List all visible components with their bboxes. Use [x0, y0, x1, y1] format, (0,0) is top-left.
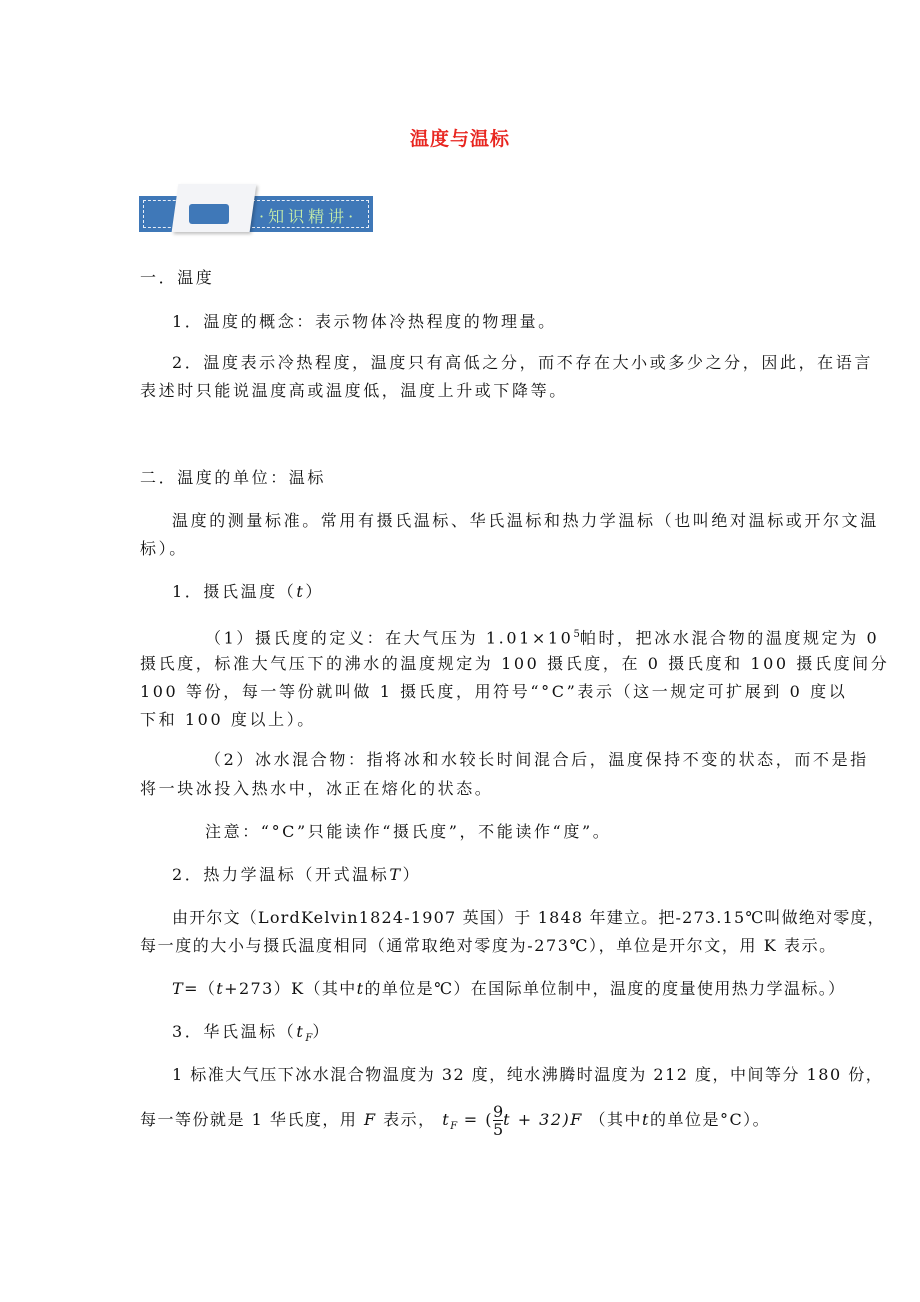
banner-label: ·知识精讲·	[259, 207, 358, 226]
section-heading: 一．温度	[140, 268, 215, 287]
symbol: t	[296, 582, 306, 601]
text: （1）摄氏度的定义：在大气压为 1.01×10	[205, 628, 574, 648]
subscript: F	[450, 1121, 458, 1133]
subheading	[172, 582, 324, 602]
text: 每一等份就是 1 华氏度，用	[140, 1110, 358, 1129]
formula-text: t + 32)F	[503, 1110, 583, 1129]
paragraph: 每一度的大小与摄氏温度相同（通常取绝对零度为-273℃），单位是开尔文，用 K 表示。	[140, 936, 837, 955]
page-title: 温度与温标	[409, 128, 510, 150]
note: 注意：“°C”只能读作“摄氏度”，不能读作“度”。	[205, 822, 612, 841]
fraction	[493, 1103, 503, 1138]
text: 3．华氏温标（	[172, 1022, 297, 1041]
paragraph: 将一块冰投入热水中，冰正在熔化的状态。	[140, 779, 494, 798]
text: 帕时，把冰水混合物的温度规定为 0	[579, 628, 880, 648]
paragraph: 1 标准大气压下冰水混合物温度为 32 度，纯水沸腾时温度为 212 度，中间等分 180 份，	[172, 1065, 884, 1084]
paragraph: 摄氏度，标准大气压下的沸水的温度规定为 100 摄氏度，在 0 摄氏度和 100 摄氏度间分	[140, 654, 890, 673]
exponent: 5	[573, 629, 580, 640]
paragraph: 下和 100 度以上）。	[140, 710, 316, 729]
subheading	[172, 1022, 331, 1049]
text: 的单位是℃）在国际单位制中，温度的度量使用热力学温标。）	[364, 979, 846, 998]
subscript: F	[305, 1033, 313, 1045]
denominator: 5	[492, 1120, 504, 1139]
text: 2．热力学温标（开式温标	[172, 865, 390, 884]
symbol: T	[172, 979, 185, 998]
subheading	[172, 865, 421, 885]
paragraph: 100 等份，每一等份就叫做 1 摄氏度，用符号“°C”表示（这一规定可扩展到 0 度以	[140, 682, 848, 701]
paragraph: 标）。	[140, 539, 188, 558]
formula-kelvin	[172, 979, 846, 999]
symbol: F	[363, 1110, 377, 1129]
text: +273）K（其中	[224, 979, 357, 998]
paragraph: 1．温度的概念：表示物体冷热程度的物理量。	[172, 312, 557, 331]
symbol: t	[296, 1022, 306, 1041]
device-icon	[189, 204, 229, 224]
numerator: 9	[492, 1102, 504, 1121]
text: ）	[312, 1022, 331, 1041]
text: = (	[457, 1110, 493, 1129]
symbol: t	[216, 979, 225, 998]
paragraph: 表述时只能说温度高或温度低，温度上升或下降等。	[140, 381, 568, 400]
paragraph: （2）冰水混合物：指将冰和水较长时间混合后，温度保持不变的状态，而不是指	[205, 750, 869, 769]
text: ）	[305, 582, 325, 601]
text: ）	[402, 865, 422, 884]
symbol: t	[642, 1110, 650, 1129]
text: 表示，	[383, 1110, 436, 1129]
paragraph: 2．温度表示冷热程度，温度只有高低之分，而不存在大小或多少之分，因此，在语言	[172, 353, 873, 372]
symbol: t	[442, 1110, 451, 1129]
section-heading: 二．温度的单位：温标	[140, 468, 327, 487]
text: =（	[184, 979, 217, 998]
formula-fahrenheit	[140, 1100, 770, 1147]
text: （其中	[589, 1110, 642, 1129]
text: 1．摄氏温度（	[172, 582, 297, 601]
symbol: T	[389, 865, 403, 884]
section-banner	[139, 196, 373, 232]
paragraph	[205, 625, 879, 648]
symbol: t	[356, 979, 365, 998]
text: 的单位是°C）。	[649, 1110, 771, 1129]
paragraph: 由开尔文（LordKelvin1824-1907 英国）于 1848 年建立。把-273.15℃叫做绝对零度，	[172, 908, 885, 927]
paragraph: 温度的测量标准。常用有摄氏温标、华氏温标和热力学温标（也叫绝对温标或开尔文温	[172, 511, 879, 530]
